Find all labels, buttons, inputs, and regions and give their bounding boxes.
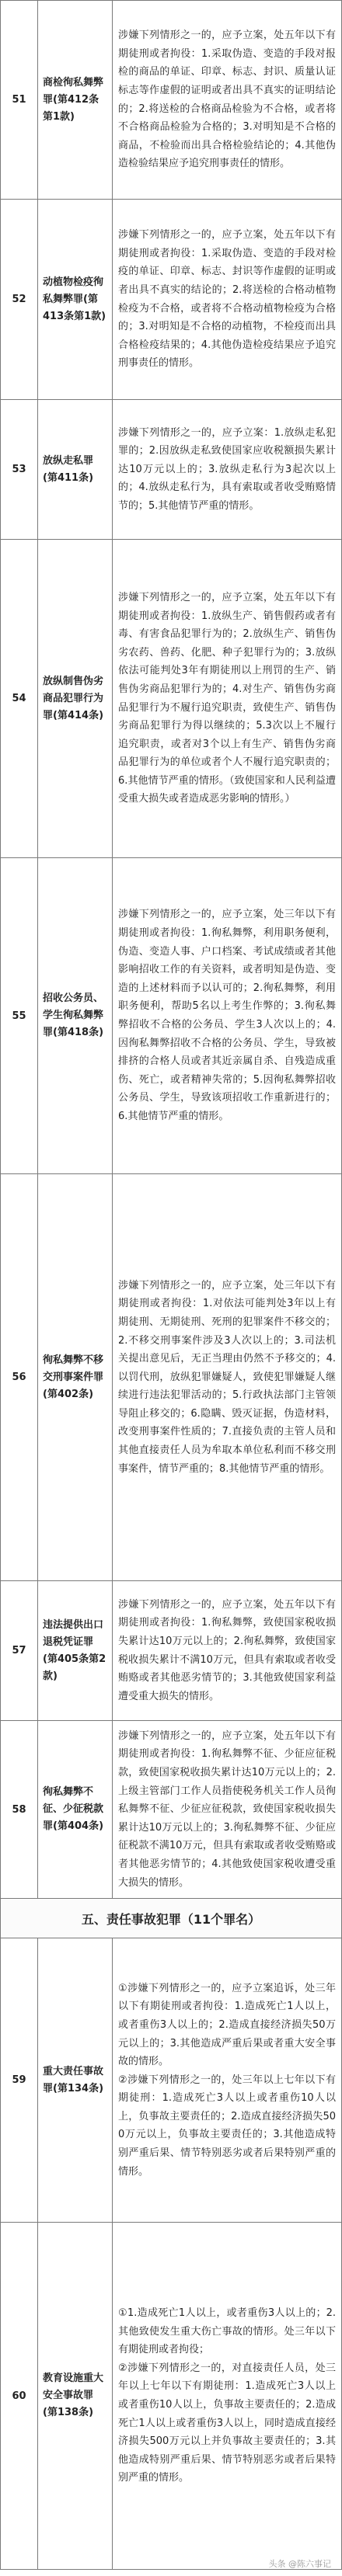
table-row xyxy=(1,1174,342,1581)
row-number: 52 xyxy=(1,200,38,400)
filing-criteria: 涉嫌下列情形之一的，应予立案，处五年以下有期徒刑或者拘役：1.采取伪造、变造的手段对检疫的单证、印章、标志、封识等作虚假的证明或者出具不真实的结论的；2.将送检的合格动植物检疫为不合格，或者将不合格动植物检疫为合格的；3.对明知是不合格的动植物，不检疫而出具合格检疫结果的；4.其他伪造检疫结果应予追究刑事责任的情形。 xyxy=(113,200,342,400)
filing-criteria: 涉嫌下列情形之一的，应予立案，处五年以下有期徒刑或者拘役：1.徇私舞弊不征、少征应征税款，致使国家税收损失累计达10万元以上的；2.上级主管部门工作人员指使税务机关工作人员徇私舞弊不征、少征应征税款，致使国家税收损失累计达10万元以上的；3.徇私舞弊不征、少征应征税款不满10万元，但具有索取或者收受贿赂或者其他恶劣情节的；4.其他致使国家税收遭受重大损失的情形。 xyxy=(113,1721,342,1899)
row-number: 55 xyxy=(1,858,38,1174)
table-row xyxy=(1,2223,342,2570)
row-number: 60 xyxy=(1,2223,38,2570)
criteria-part: ①涉嫌下列情形之一的，应予立案追诉，处三年以下有期徒刑或者拘役：1.造成死亡1人以上，或者重伤3人以上的；2.造成直接经济损失50万元以上的；3.其他造成严重后果或者重大安全事故的情形。 xyxy=(118,1982,336,2068)
crime-name: 重大责任事故罪(第134条) xyxy=(38,1938,113,2223)
section-header-row xyxy=(1,1899,342,1938)
filing-criteria xyxy=(113,2223,342,2570)
row-number: 57 xyxy=(1,1581,38,1721)
filing-criteria: 涉嫌下列情形之一的，应予立案，处五年以下有期徒刑或者拘役：1.放纵生产、销售假药或者有毒、有害食品犯罪行为的；2.放纵生产、销售伪劣农药、兽药、化肥、种子犯罪行为的；3.放纵依法可能判处3年有期徒刑以上刑罚的生产、销售伪劣商品犯罪行为的；4.对生产、销售伪劣商品犯罪行为不履行追究职责，致使生产、销售伪劣商品犯罪行为得以继续的；5.3次以上不履行追究职责，或者对3个以上有生产、销售伪劣商品犯罪行为的单位或者个人不履行追究职责的；6.其他情节严重的情形。（致使国家和人民利益遭受重大损失或者造成恶劣影响的情形。） xyxy=(113,540,342,858)
filing-criteria: 涉嫌下列情形之一的，应予立案，处三年以下有期徒刑或者拘役：1.徇私舞弊，利用职务便利，伪造、变造人事、户口档案、考试成绩或者其他影响招收工作的有关资料，或者明知是伪造、变造的上述材料而予以认可的；2.徇私舞弊，利用职务便利，帮助5名以上考生作弊的；3.徇私舞弊招收不合格的公务员、学生3人次以上的；4.因徇私舞弊招收不合格的公务员、学生，导致被排挤的合格人员或者其近亲属自杀、自残造成重伤、死亡，或者精神失常的；5.因徇私舞弊招收公务员、学生，导致该项招收工作重新进行的；6.其他情节严重的情形。 xyxy=(113,858,342,1174)
row-number: 58 xyxy=(1,1721,38,1899)
table-row xyxy=(1,1721,342,1899)
crime-name: 放纵走私罪(第411条) xyxy=(38,400,113,540)
row-number: 54 xyxy=(1,540,38,858)
filing-criteria: 涉嫌下列情形之一的，应予立案，处五年以下有期徒刑或者拘役：1.徇私舞弊，致使国家税收损失累计达10万元以上的；2.徇私舞弊，致使国家税收损失累计不满10万元，但具有索取或者收受贿赂或者其他恶劣情节的；3.其他致使国家利益遭受重大损失的情形。 xyxy=(113,1581,342,1721)
table-row xyxy=(1,200,342,400)
row-number: 53 xyxy=(1,400,38,540)
filing-criteria xyxy=(113,1938,342,2223)
crime-name: 徇私舞弊不征、少征税款罪(第404条) xyxy=(38,1721,113,1899)
filing-criteria: 涉嫌下列情形之一的，应予立案，处五年以下有期徒刑或者拘役：1.采取伪造、变造的手段对报检的商品的单证、印章、标志、封识、质量认证标志等作虚假的证明或者出具不真实的证明结论的；2.将送检的合格商品检验为不合格，或者将不合格商品检验为合格的；3.对明知是不合格的商品，不检验而出具合格检验结论的；4.其他伪造检验结果应予追究刑事责任的情形。 xyxy=(113,1,342,200)
crime-name: 违法提供出口退税凭证罪(第405条第2款) xyxy=(38,1581,113,1721)
filing-criteria: 涉嫌下列情形之一的，应予立案：1.放纵走私犯罪的；2.因放纵走私致使国家应收税额损失累计达10万元以上的；3.放纵走私行为3起次以上的；4.放纵走私行为，具有索取或者收受贿赂情节的；5.其他情节严重的情形。 xyxy=(113,400,342,540)
section-title: 五、责任事故犯罪（11个罪名） xyxy=(1,1899,342,1938)
table-row xyxy=(1,400,342,540)
table-row xyxy=(1,1581,342,1721)
table-row xyxy=(1,540,342,858)
table-row xyxy=(1,1,342,200)
crime-name: 放纵制售伪劣商品犯罪行为罪(第414条) xyxy=(38,540,113,858)
row-number: 51 xyxy=(1,1,38,200)
row-number: 56 xyxy=(1,1174,38,1581)
crime-name: 商检徇私舞弊罪(第412条第1款) xyxy=(38,1,113,200)
criteria-part: ②涉嫌下列情形之一的，处三年以上七年以下有期徒刑：1.造成死亡3人以上或者重伤10人以上，负事故主要责任的；2.造成直接经济损失500万元以上，负事故主要责任的；3.其他造成特别严重后果、情节特别恶劣或者后果特别严重的情形。 xyxy=(118,2074,336,2178)
crime-name: 教育设施重大安全事故罪(第138条) xyxy=(38,2223,113,2570)
crime-name: 招收公务员、学生徇私舞弊罪(第418条) xyxy=(38,858,113,1174)
watermark: 头条 @陈六事记 xyxy=(268,2559,331,2569)
criteria-part: ①1.造成死亡1人以上，或者重伤3人以上的；2.其他致使发生重大伤亡事故的情形。处三年以下有期徒刑或者拘役； xyxy=(118,2307,336,2356)
table-row xyxy=(1,858,342,1174)
crime-name: 动植物检疫徇私舞弊罪(第413条第1款) xyxy=(38,200,113,400)
criteria-part: ②涉嫌下列情形之一的，对直接责任人员，处三年以上七年以下有期徒刑：1.造成死亡3人以上或者重伤10人以上，负事故主要责任的；2.造成死亡1人以上或者重伤3人以上，同时造成直接经济损失500万元以上并负事故主要责任的；3.其他造成特别严重后果、情节特别恶劣或者后果特别严重的情形。 xyxy=(118,2362,336,2484)
filing-criteria: 涉嫌下列情形之一的，应予立案，处三年以下有期徒刑或者拘役：1.对依法可能判处3年以上有期徒刑、无期徒刑、死刑的犯罪案件不移交的；2.不移交刑事案件涉及3人次以上的；3.司法机关提出意见后，无正当理由仍然不予移交的；4.以罚代刑，放纵犯罪嫌疑人，致使犯罪嫌疑人继续进行违法犯罪活动的；5.行政执法部门主管领导阻止移交的；6.隐瞒、毁灭证据，伪造材料，改变刑事案件性质的；7.直接负责的主管人员和其他直接责任人员为牟取本单位私利而不移交刑事案件，情节严重的；8.其他情节严重的情形。 xyxy=(113,1174,342,1581)
row-number: 59 xyxy=(1,1938,38,2223)
table-row xyxy=(1,1938,342,2223)
crime-name: 徇私舞弊不移交刑事案件罪(第402条) xyxy=(38,1174,113,1581)
